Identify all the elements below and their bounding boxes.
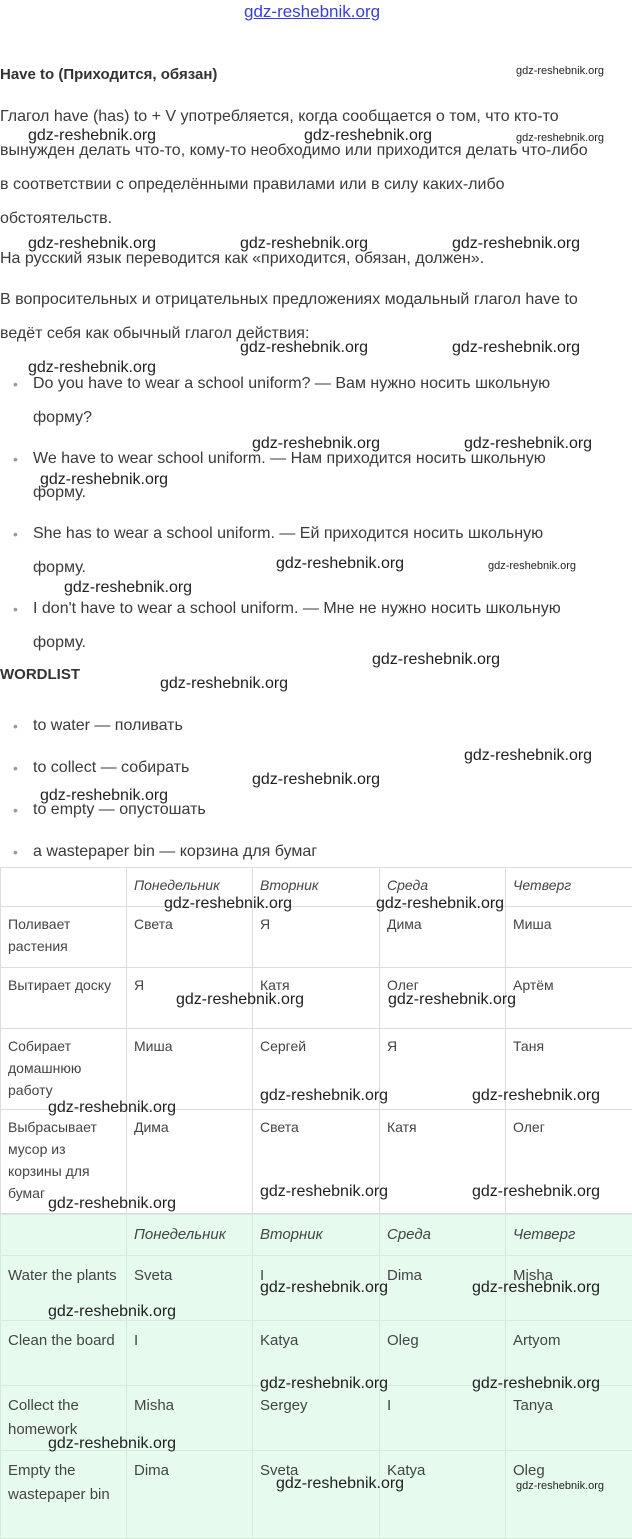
examples-list <box>0 367 632 660</box>
table-header-cell: Среда <box>380 868 506 907</box>
table-cell: I <box>380 1386 506 1451</box>
table-header-cell: Вторник <box>253 1215 380 1256</box>
table-cell: Олег <box>506 1110 632 1214</box>
table-cell: Sergey <box>253 1386 380 1451</box>
table-cell: Вытирает доску <box>1 968 127 1029</box>
table-cell: Clean the board <box>1 1321 127 1386</box>
watermark: gdz-reshebnik.org <box>516 132 604 144</box>
watermark: gdz-reshebnik.org <box>464 435 592 453</box>
list-item: • We have to wear school uniform. — Нам приходится носить школьную форму. <box>0 442 632 510</box>
watermark: gdz-reshebnik.org <box>260 1183 388 1201</box>
watermark: gdz-reshebnik.org <box>28 127 156 145</box>
table-cell: Я <box>380 1029 506 1110</box>
table-cell: Katya <box>380 1451 506 1539</box>
watermark: gdz-reshebnik.org <box>260 1279 388 1297</box>
watermark: gdz-reshebnik.org <box>252 435 380 453</box>
table-cell: I <box>253 1256 380 1321</box>
table-cell: Misha <box>127 1386 253 1451</box>
table-cell: Таня <box>506 1029 632 1110</box>
watermark: gdz-reshebnik.org <box>516 1480 604 1492</box>
paragraph-line: в соответствии с определёнными правилами или в силу каких-либо <box>0 168 632 202</box>
table-cell: Artyom <box>506 1321 632 1386</box>
watermark: gdz-reshebnik.org <box>40 787 168 805</box>
paragraph-definition <box>0 100 632 236</box>
table-header-cell: Четверг <box>506 1215 632 1256</box>
paragraph-line: обстоятельств. <box>0 202 632 236</box>
watermark: gdz-reshebnik.org <box>372 651 500 669</box>
table-header-cell: Вторник <box>253 868 380 907</box>
watermark: gdz-reshebnik.org <box>472 1279 600 1297</box>
watermark: gdz-reshebnik.org <box>160 675 288 693</box>
watermark: gdz-reshebnik.org <box>240 235 368 253</box>
watermark: gdz-reshebnik.org <box>472 1087 600 1105</box>
table-cell: Я <box>253 907 380 968</box>
watermark: gdz-reshebnik.org <box>464 747 592 765</box>
table-row <box>1 907 632 968</box>
table-cell: Дима <box>127 1110 253 1214</box>
watermark: gdz-reshebnik.org <box>48 1303 176 1321</box>
table-cell: Misha <box>506 1256 632 1321</box>
table-cell: Собирает домашнюю работу <box>1 1029 127 1110</box>
watermark: gdz-reshebnik.org <box>28 359 156 377</box>
watermark: gdz-reshebnik.org <box>452 235 580 253</box>
table-cell: Поливает растения <box>1 907 127 968</box>
watermark: gdz-reshebnik.org <box>64 579 192 597</box>
table-cell: Sveta <box>127 1256 253 1321</box>
table-header-cell: Среда <box>380 1215 506 1256</box>
watermark: gdz-reshebnik.org <box>48 1195 176 1213</box>
table-cell: Tanya <box>506 1386 632 1451</box>
table-cell: Oleg <box>380 1321 506 1386</box>
table-row <box>1 1451 632 1539</box>
table-cell: Катя <box>380 1110 506 1214</box>
table-cell: Света <box>253 1110 380 1214</box>
table-cell: Dima <box>127 1451 253 1539</box>
paragraph-line: ведёт себя как обычный глагол действия: <box>0 317 632 351</box>
site-link[interactable]: gdz-reshebnik.org <box>244 2 380 22</box>
watermark: gdz-reshebnik.org <box>240 339 368 357</box>
paragraph-line: Глагол have (has) to + V употребляется, когда сообщается о том, что кто-то <box>0 100 632 134</box>
table-cell: Выбрасывает мусор из корзины для бумаг <box>1 1110 127 1214</box>
paragraph-line: В вопросительных и отрицательных предложениях модальный глагол have to <box>0 283 632 317</box>
table-header-cell: Понедельник <box>127 868 253 907</box>
table-cell: Дима <box>380 907 506 968</box>
schedule-table-ru <box>0 867 632 1214</box>
watermark: gdz-reshebnik.org <box>276 1475 404 1493</box>
table-cell: Катя <box>253 968 380 1029</box>
table-cell: Я <box>127 968 253 1029</box>
table-header-row <box>1 868 632 907</box>
table-cell: Collect the homework <box>1 1386 127 1451</box>
table-row <box>1 968 632 1029</box>
table-cell: Миша <box>506 907 632 968</box>
paragraph-line: вынужден делать что-то, кому-то необходимо или приходится делать что-либо <box>0 134 632 168</box>
table-cell: Артём <box>506 968 632 1029</box>
list-item: • She has to wear a school uniform. — Ей приходится носить школьную форму. <box>0 517 632 585</box>
table-cell: Empty the wastepaper bin <box>1 1451 127 1539</box>
section-heading: Have to (Приходится, обязан) <box>0 66 217 83</box>
watermark: gdz-reshebnik.org <box>164 895 292 913</box>
watermark: gdz-reshebnik.org <box>48 1099 176 1117</box>
watermark: gdz-reshebnik.org <box>376 895 504 913</box>
table-header-row <box>1 1215 632 1256</box>
table-cell: Света <box>127 907 253 968</box>
watermark: gdz-reshebnik.org <box>260 1375 388 1393</box>
watermark: gdz-reshebnik.org <box>516 65 604 77</box>
watermark: gdz-reshebnik.org <box>48 1435 176 1453</box>
watermark: gdz-reshebnik.org <box>40 471 168 489</box>
paragraph-translation: На русский язык переводится как «приходится, обязан, должен». <box>0 242 632 276</box>
watermark: gdz-reshebnik.org <box>488 560 576 572</box>
table-cell: Sveta <box>253 1451 380 1539</box>
list-item: • I don't have to wear a school uniform. — Мне не нужно носить школьную форму. <box>0 592 632 660</box>
watermark: gdz-reshebnik.org <box>304 127 432 145</box>
table-cell: Dima <box>380 1256 506 1321</box>
list-item: • a wastepaper bin — корзина для бумаг <box>0 835 632 869</box>
table-cell: Сергей <box>253 1029 380 1110</box>
list-item: • to collect — собирать <box>0 751 632 785</box>
watermark: gdz-reshebnik.org <box>472 1183 600 1201</box>
table-cell: Олег <box>380 968 506 1029</box>
watermark: gdz-reshebnik.org <box>252 771 380 789</box>
list-item: • to water — поливать <box>0 709 632 743</box>
watermark: gdz-reshebnik.org <box>28 235 156 253</box>
watermark: gdz-reshebnik.org <box>388 991 516 1009</box>
watermark: gdz-reshebnik.org <box>452 339 580 357</box>
list-item: • to empty — опустошать <box>0 793 632 827</box>
table-cell: Water the plants <box>1 1256 127 1321</box>
table-cell: Katya <box>253 1321 380 1386</box>
watermark: gdz-reshebnik.org <box>176 991 304 1009</box>
wordlist-title: WORDLIST <box>0 666 80 683</box>
table-cell: I <box>127 1321 253 1386</box>
watermark: gdz-reshebnik.org <box>276 555 404 573</box>
table-header-cell <box>1 1215 127 1256</box>
table-cell: Миша <box>127 1029 253 1110</box>
watermark: gdz-reshebnik.org <box>260 1087 388 1105</box>
watermark: gdz-reshebnik.org <box>472 1375 600 1393</box>
table-header-cell <box>1 868 127 907</box>
table-header-cell: Четверг <box>506 868 632 907</box>
table-header-cell: Понедельник <box>127 1215 253 1256</box>
table-cell: Oleg <box>506 1451 632 1539</box>
list-item: • Do you have to wear a school uniform? — Вам нужно носить школьную форму? <box>0 367 632 435</box>
